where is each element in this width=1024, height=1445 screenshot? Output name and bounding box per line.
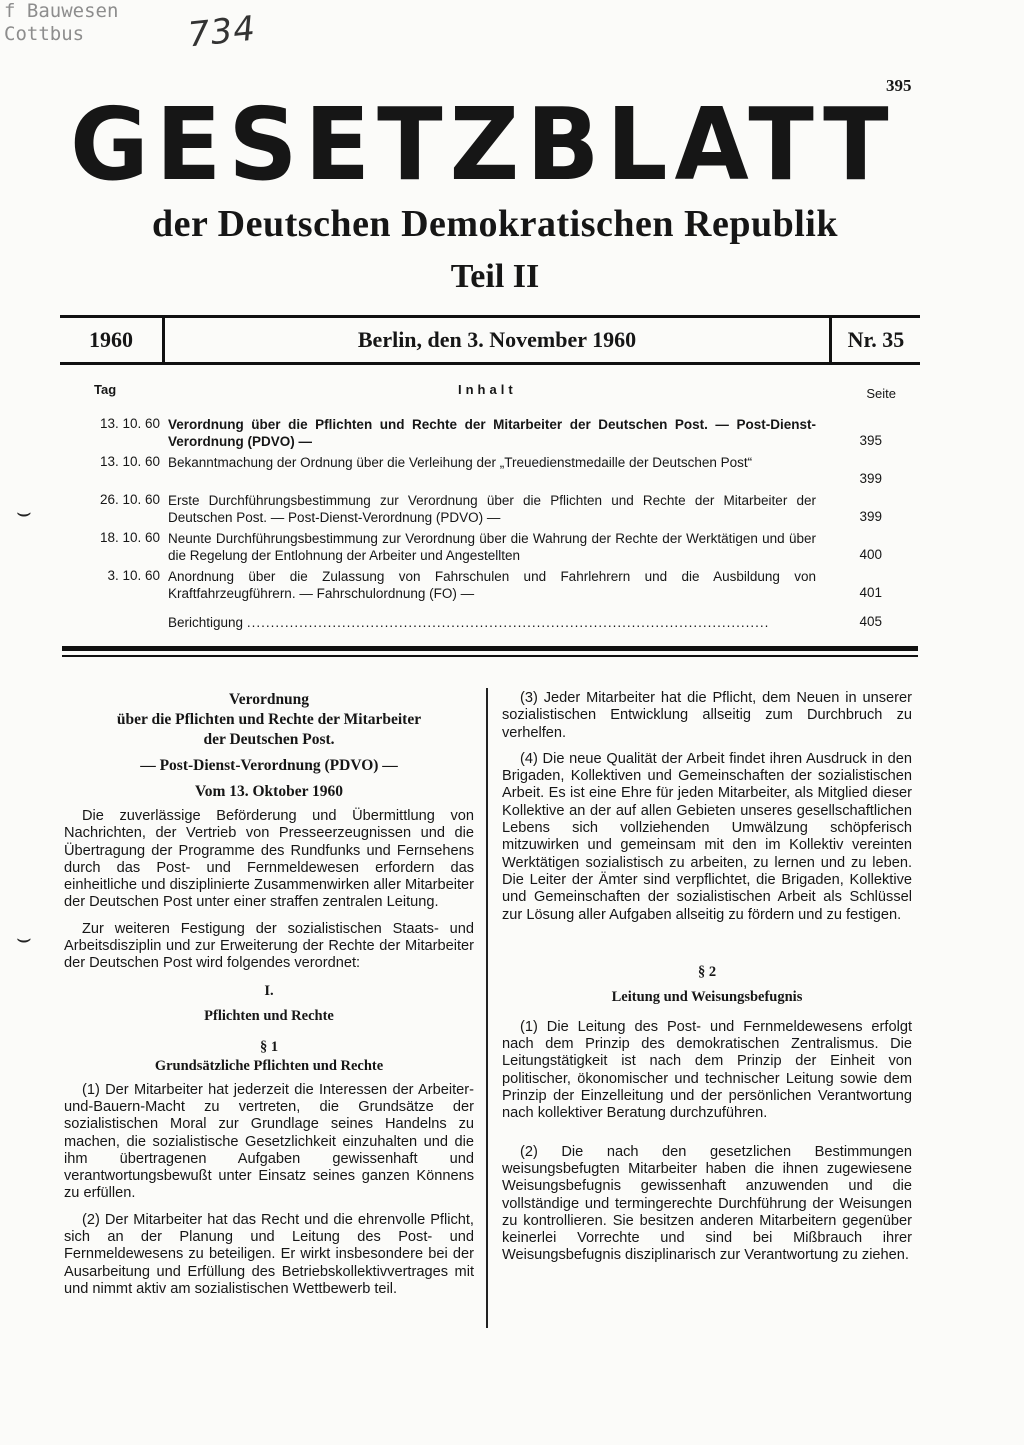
- margin-check-mark: ⌣: [16, 924, 32, 952]
- toc-entry-date: 13. 10. 60: [99, 454, 160, 469]
- toc-entry-title: Erste Durchführungsbestimmung zur Verordnung über die Pflichten und Rechte der Mitarbeiter der Deutschen Post. — Post-Dienst-Verordnung (PDVO) —: [168, 493, 816, 525]
- toc-entry: [66, 492, 896, 530]
- preamble-paragraph: Die zuverlässige Beförderung und Übermittlung von Nachrichten, der Vertrieb von Presseerzeugnissen und die Übertragung der Programme des Rundfunks und Fernsehens durch das Post- und Fernmeldewesen erfordern das einheitliche und disziplinierte Zusammenwirken aller Mitarbeiter der Deutschen Post unter einer straffen zentralen Leitung.: [64, 808, 474, 911]
- issue-date: Berlin, den 3. November 1960: [357, 327, 637, 352]
- left-column: [64, 690, 474, 1307]
- body-paragraph: (3) Jeder Mitarbeiter hat die Pflicht, dem Neuen in unserer sozialistischen Entwicklung allseitig zum Durchbruch zu verhelfen.: [502, 690, 912, 741]
- ordinance-heading: der Deutschen Post.: [203, 731, 335, 748]
- body-paragraph: (1) Der Mitarbeiter hat jederzeit die Interessen der Arbeiter-und-Bauern-Macht zu vertreten, die Grundsätze der sozialistischen Moral zur Grundlage seines Handelns zu machen, die sozialistische Gesetzlichkeit einzuhalten und die ihm übertragenen Aufgaben gewissenhaft und verantwortungsbewußt unter Einsatz seines ganzen Könnens zu erfüllen.: [64, 1081, 474, 1202]
- issue-number: Nr. 35: [829, 318, 920, 362]
- section-title: Pflichten und Rechte: [204, 1007, 334, 1024]
- body-paragraph: (2) Der Mitarbeiter hat das Recht und die ehrenvolle Pflicht, sich an der Planung und Leitung des Post- und Fernmeldewesens zu beteiligen. Er wirkt insbesondere bei der Ausarbeitung und Erfüllung des Betriebskollektivvertrages mit und nimmt aktiv am sozialistischen Wettbewerb teil.: [64, 1211, 474, 1297]
- toc-entry-date: 13. 10. 60: [99, 416, 160, 431]
- toc-entry-page: 395: [859, 433, 882, 448]
- body-paragraph: (1) Die Leitung des Post- und Fernmeldewesens erfolgt nach dem Prinzip des demokratischen Zentralismus. Die Leitungstätigkeit ist nach dem Prinzip der Einheit von politischer, ökonomischer und technischer Leitung sowie dem Prinzip der Einzelleitung und der persönlichen Verantwortung nach kollektiver Beratung durchzuführen.: [502, 1018, 912, 1122]
- toc-entry-date: 26. 10. 60: [99, 492, 160, 507]
- ordinance-short-title: — Post-Dienst-Verordnung (PDVO) —: [140, 757, 398, 774]
- toc-correction-page: 405: [859, 614, 882, 629]
- toc-header: [66, 380, 896, 416]
- masthead-title: GESETZBLATT: [70, 86, 896, 204]
- masthead-subtitle: der Deutschen Demokratischen Republik: [152, 203, 838, 245]
- paragraph-title: Leitung und Weisungsbefugnis: [611, 988, 803, 1005]
- toc-entry-page: 399: [859, 509, 882, 524]
- right-column: [502, 690, 912, 1274]
- archive-stamp: [4, 0, 118, 46]
- toc-entry-date: 3. 10. 60: [107, 568, 160, 583]
- toc-entry-title: Neunte Durchführungsbestimmung zur Verordnung über die Wahrung der Rechte der Werktätigen und über die Regelung der Entlohnung der Arbeiter und Angestellten: [168, 531, 816, 563]
- toc-entry-date: 18. 10. 60: [99, 530, 160, 545]
- toc-entry-page: 399: [859, 471, 882, 486]
- section-number: I.: [264, 982, 274, 999]
- ordinance-heading: Verordnung: [228, 691, 310, 708]
- paragraph-number: § 2: [697, 963, 717, 980]
- toc-correction: [66, 614, 896, 636]
- toc-col-page: Seite: [866, 386, 896, 401]
- toc-entry: [66, 416, 896, 454]
- column-separator: [486, 688, 488, 1328]
- handwritten-note: 734: [186, 8, 258, 56]
- stamp-line-2: Cottbus: [4, 23, 85, 45]
- toc-entry-title: Bekanntmachung der Ordnung über die Verleihung der „Treuedienstmedaille der Deutschen Post“: [168, 455, 753, 470]
- toc-entry: [66, 568, 896, 606]
- toc-entry: [66, 530, 896, 568]
- toc-entry-title: Verordnung über die Pflichten und Rechte der Mitarbeiter der Deutschen Post. — Post-Dienst-Verordnung (PDVO) —: [168, 417, 816, 449]
- toc-col-content: Inhalt: [458, 382, 517, 397]
- toc-correction-text: Berichtigung: [168, 615, 244, 630]
- toc-entry-title: Anordnung über die Zulassung von Fahrschulen und Fahrlehrern und die Ausbildung von Kraftfahrzeugführern. — Fahrschulordnung (FO) —: [168, 569, 816, 601]
- issue-year: 1960: [60, 318, 165, 362]
- stamp-line-1: f Bauwesen: [4, 0, 119, 22]
- ordinance-heading: über die Pflichten und Rechte der Mitarbeiter: [116, 711, 422, 728]
- body-paragraph: (2) Die nach den gesetzlichen Bestimmungen weisungsbefugten Mitarbeiter haben die ihnen zugewiesene Weisungsbefugnis gewissenhaft anzuwenden und die vollständige und termingerechte Durchführung der Weisungen zu kontrollieren. Sie besitzen anderen Mitarbeitern gegenüber keinerlei Vorrechte und sind bei Mißbrauch ihrer Weisungsbefugnis disziplinarisch zur Verantwortung zu ziehen.: [502, 1143, 912, 1264]
- toc-leader-dots: ..............................................................................................................: [246, 615, 770, 630]
- page-number: 395: [886, 76, 912, 95]
- toc-correction-label: [168, 614, 816, 631]
- section-divider-thick: [62, 646, 918, 651]
- toc-entry-page: 400: [859, 547, 882, 562]
- toc-entry: [66, 454, 896, 492]
- issue-bar: [60, 315, 920, 365]
- toc-entry-page: 401: [859, 585, 882, 600]
- margin-check-mark: ⌣: [16, 498, 32, 526]
- preamble-paragraph: Zur weiteren Festigung der sozialistischen Staats- und Arbeitsdisziplin und zur Erweiterung der Rechte der Mitarbeiter der Deutschen Post wird folgendes verordnet:: [64, 920, 474, 972]
- table-of-contents: [66, 380, 896, 636]
- ordinance-date: Vom 13. Oktober 1960: [194, 783, 344, 800]
- paragraph-number: § 1: [259, 1038, 279, 1055]
- paragraph-title: Grundsätzliche Pflichten und Rechte: [154, 1057, 384, 1074]
- masthead-part: Teil II: [450, 258, 540, 295]
- section-divider-thin: [62, 655, 918, 657]
- toc-col-date: Tag: [94, 382, 117, 397]
- body-paragraph: (4) Die neue Qualität der Arbeit findet ihren Ausdruck in den Brigaden, Kollektiven und Gemeinschaften der sozialistischen Arbeit. Es ist eine Ehre für jeden Mitarbeiter, als Mitglied dieser Kollektive an der auf allen Gebieten unseres gesellschaftlichen Lebens sich vollziehenden Umwälzung schöpferisch mitzuwirken und gemeinsam mit den im Kollektiv vereinten Werktätigen sozialistisch zu arbeiten, zu lernen und zu leben. Die Leiter der Ämter sind verpflichtet, die Brigaden, Kollektive und Gemeinschaften der sozialistischen Arbeit als Schlüssel zur Lösung aller Aufgaben allseitig zu fördern und zu festigen.: [502, 750, 912, 923]
